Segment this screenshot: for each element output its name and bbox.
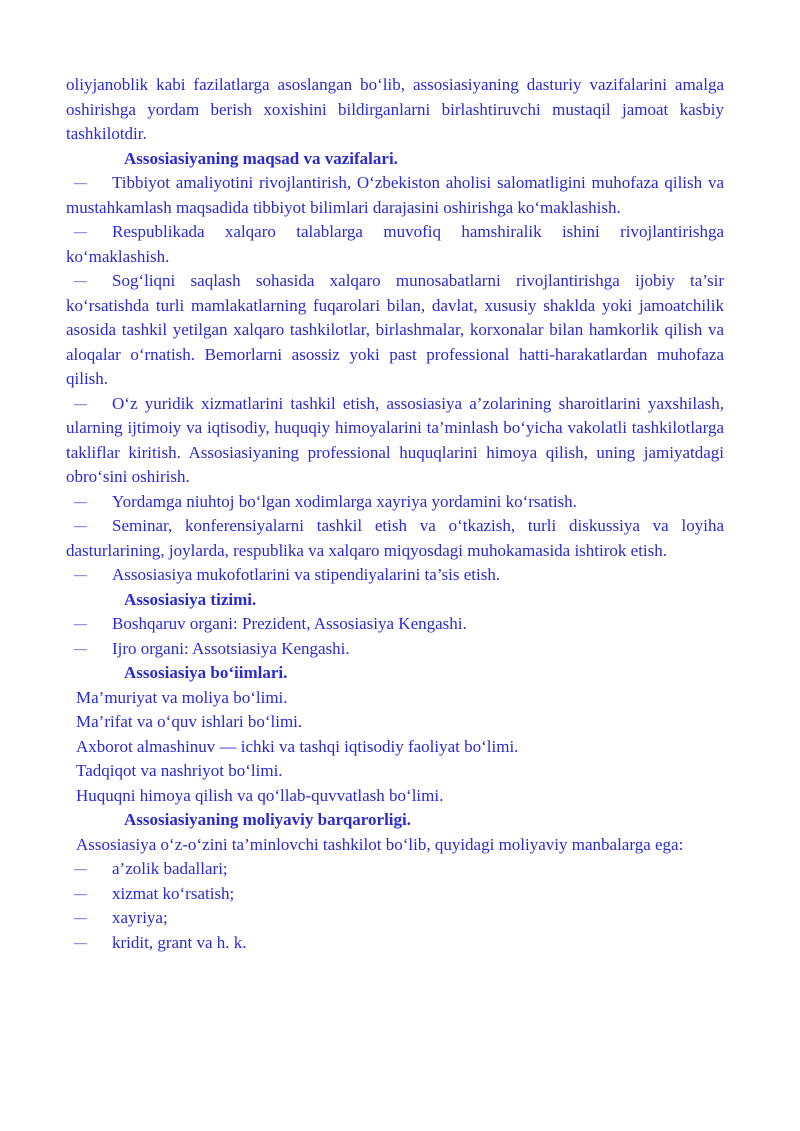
list-item-text: Tibbiyot amaliyotini rivojlantirish, O‘zbekiston aholisi salomatligini muhofaza qilish va mustahkamlash maqsadida tibbiyot bilimlari darajasini oshirishga ko‘maklashish. <box>66 173 724 217</box>
dash-bullet: — <box>74 493 87 509</box>
dash-bullet: — <box>74 910 87 925</box>
list-item-text: Ijro organi: Assotsiasiya Kengashi. <box>112 638 350 658</box>
department-line: Ma’rifat va o‘quv ishlari bo‘limi. <box>76 712 303 731</box>
dash-bullet: — <box>74 640 87 656</box>
list-item <box>66 490 724 515</box>
list-item-text: O‘z yuridik xizmatlarini tashkil etish, assosiasiya a’zolarining sharoitlarini yaxshilash, ularning ijtimoiy va iqtisodiy, huquqiy himoyalarini ta’minlash bo‘yicha vakolatli tashkilotlarga takliflar kiritish. Assosiasiyaning professional huquqlarini himoya qilish, uning jamiyatdagi obro‘sini oshirish. <box>66 393 724 486</box>
list-item <box>66 269 724 392</box>
section-heading-goals: Assosiasiyaning maqsad va vazifalari. <box>124 148 398 168</box>
list-item <box>66 882 724 907</box>
list-item-text: a’zolik badallari; <box>112 859 228 878</box>
list-item <box>66 612 724 637</box>
list-item <box>66 906 724 931</box>
list-item <box>66 514 724 563</box>
list-item <box>66 637 724 662</box>
list-item-text: Seminar, konferensiyalarni tashkil etish va o‘tkazish, turli diskussiya va loyiha dasturlarining, joylarda, respublika va xalqaro miqyosdagi muhokamasida ishtirok etish. <box>66 516 724 560</box>
department-line: Tadqiqot va nashriyot bo‘limi. <box>76 761 283 780</box>
list-item <box>66 931 724 956</box>
list-item <box>66 171 724 220</box>
section-heading-departments: Assosiasiya bo‘iimlari. <box>124 663 288 682</box>
list-item-text: Respublikada xalqaro talablarga muvofiq hamshiralik ishini rivojlantirishga ko‘maklashish. <box>66 222 724 266</box>
dash-bullet: — <box>74 273 87 288</box>
list-item-text: Boshqaruv organi: Prezident, Assosiasiya Kengashi. <box>112 614 467 633</box>
department-line: Ma’muriyat va moliya bo‘limi. <box>76 687 288 707</box>
finance-intro: Assosiasiya o‘z-o‘zini ta’minlovchi tashkilot bo‘lib, quyidagi moliyaviy manbalarga ega: <box>76 834 684 854</box>
dash-bullet: — <box>74 518 87 533</box>
dash-bullet: — <box>74 395 87 411</box>
dash-bullet: — <box>74 175 87 190</box>
dash-bullet: — <box>74 885 87 901</box>
list-item <box>66 220 724 269</box>
department-line: Huquqni himoya qilish va qo‘llab-quvvatlash bo‘limi. <box>76 785 444 805</box>
dash-bullet: — <box>74 616 87 631</box>
department-line: Axborot almashinuv — ichki va tashqi iqtisodiy faoliyat bo‘limi. <box>76 736 519 756</box>
dash-bullet: — <box>74 567 87 582</box>
list-item <box>66 392 724 490</box>
dash-bullet: — <box>74 934 87 950</box>
section-heading-system: Assosiasiya tizimi. <box>124 589 257 609</box>
list-item-text: Assosiasiya mukofotlarini va stipendiyalarini ta’sis etish. <box>112 565 501 584</box>
section-heading-finance: Assosiasiyaning moliyaviy barqarorligi. <box>124 810 411 829</box>
list-item <box>66 563 724 588</box>
list-item-text: xizmat ko‘rsatish; <box>112 883 235 903</box>
list-item-text: kridit, grant va h. k. <box>112 932 247 952</box>
dash-bullet: — <box>74 861 87 876</box>
dash-bullet: — <box>74 224 87 239</box>
list-item-text: Sog‘liqni saqlash sohasida xalqaro munosabatlarni rivojlantirishga ijobiy ta’sir ko‘rsatishda turli mamlakatlarning fuqarolari bilan, davlat, xususiy shaklda yoki jamoatchilik asosida tashkil yetilgan xalqaro tashkilotlar, birlashmalar, korxonalar bilan hamkorlik qilish va aloqalar o‘rnatish. Bemorlarni asossiz yoki past professional hatti-harakatlardan muhofaza qilish. <box>66 271 724 388</box>
list-item-text: Yordamga niuhtoj bo‘lgan xodimlarga xayriya yordamini ko‘rsatish. <box>112 491 577 511</box>
list-item <box>66 857 724 882</box>
intro-paragraph: oliyjanoblik kabi fazilatlarga asoslangan bo‘lib, assosiasiyaning dasturiy vazifalarini amalga oshirishga yordam berish xoxishini bildirganlarni birlashtiruvchi mustaqil jamoat kasbiy tashkilotdir. <box>66 75 724 143</box>
list-item-text: xayriya; <box>112 908 168 927</box>
